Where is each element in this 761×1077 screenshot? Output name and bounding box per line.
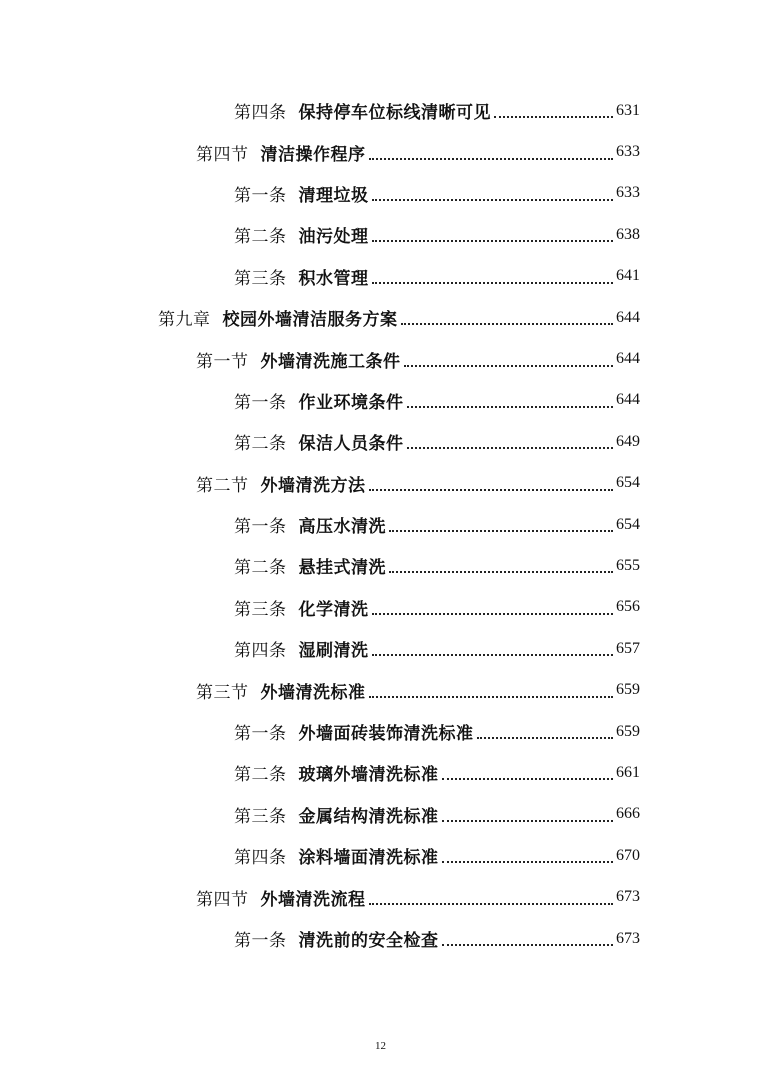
toc-entry-title: 作业环境条件: [298, 392, 404, 413]
toc-entry-number: 第三条: [234, 268, 287, 289]
toc-dot-leader: [494, 115, 613, 118]
toc-entry-title: 涂料墙面清洗标准: [298, 848, 439, 869]
toc-dot-leader: [372, 653, 614, 656]
toc-entry-number: 第四条: [234, 103, 287, 124]
toc-entry-page: 631: [616, 101, 640, 119]
toc-entry-page: 644: [616, 350, 640, 368]
toc-entry-number: 第一条: [234, 185, 287, 206]
toc-entry-page: 670: [616, 846, 640, 864]
toc-entry-title: 清洁操作程序: [260, 144, 366, 165]
toc-entry[interactable]: [0, 421, 761, 462]
toc-entry-title: 化学清洗: [298, 599, 369, 620]
toc-entry[interactable]: [0, 835, 761, 876]
toc-dot-leader: [442, 860, 614, 863]
toc-dot-leader: [369, 695, 614, 698]
toc-entry[interactable]: [0, 628, 761, 669]
toc-entry-number: 第四节: [196, 889, 249, 910]
toc-entry-title: 金属结构清洗标准: [298, 806, 439, 827]
toc-entry-number: 第四条: [234, 848, 287, 869]
toc-dot-leader: [477, 736, 614, 739]
toc-entry-number: 第一条: [234, 517, 287, 538]
toc-entry-page: 633: [616, 184, 640, 202]
page-number: 12: [375, 1040, 386, 1052]
toc-entry-title: 高压水清洗: [298, 517, 386, 538]
toc-entry-title: 悬挂式清洗: [298, 558, 386, 579]
toc-dot-leader: [372, 281, 614, 284]
toc-entry-page: 654: [616, 515, 640, 533]
toc-entry-number: 第二条: [234, 765, 287, 786]
toc-entry-title: 外墙清洗标准: [260, 682, 366, 703]
toc-entry-page: 641: [616, 267, 640, 285]
toc-entry-page: 673: [616, 888, 640, 906]
toc-entry[interactable]: [0, 794, 761, 835]
toc-dot-leader: [372, 239, 614, 242]
toc-entry-number: 第三节: [196, 682, 249, 703]
toc-entry[interactable]: [0, 463, 761, 504]
toc-dot-leader: [369, 157, 614, 160]
toc-entry-page: 673: [616, 929, 640, 947]
toc-entry-title: 清洗前的安全检查: [298, 931, 439, 951]
toc-dot-leader: [401, 322, 614, 325]
toc-entry-title: 保洁人员条件: [298, 434, 404, 455]
toc-dot-leader: [369, 488, 614, 491]
toc-entry-number: 第二节: [196, 475, 249, 496]
toc-entry-number: 第一条: [234, 931, 287, 951]
toc-dot-leader: [372, 612, 614, 615]
toc-entry-number: 第一条: [234, 392, 287, 413]
toc-dot-leader: [407, 446, 614, 449]
toc-entry-title: 湿刷清洗: [298, 641, 369, 662]
toc-entry-title: 玻璃外墙清洗标准: [298, 765, 439, 786]
toc-entry-page: 661: [616, 763, 640, 781]
toc-entry-number: 第三条: [234, 806, 287, 827]
toc-dot-leader: [369, 902, 614, 905]
toc-entry-number: 第二条: [234, 558, 287, 579]
toc-entry-title: 外墙面砖装饰清洗标准: [298, 724, 474, 745]
toc-dot-leader: [389, 529, 613, 532]
toc-dot-leader: [442, 777, 614, 780]
toc-entry-title: 外墙清洗流程: [260, 889, 366, 910]
toc-entry-number: 第四条: [234, 641, 287, 662]
toc-entry[interactable]: [0, 256, 761, 297]
toc-entry-page: 656: [616, 598, 640, 616]
toc-entry[interactable]: [0, 297, 761, 338]
toc-entry[interactable]: [0, 587, 761, 628]
toc-entry-page: 659: [616, 681, 640, 699]
toc-dot-leader: [407, 405, 614, 408]
toc-entry-number: 第四节: [196, 144, 249, 165]
toc-entry[interactable]: [0, 545, 761, 586]
toc-entry-page: 633: [616, 143, 640, 161]
toc-entry-page: 659: [616, 722, 640, 740]
toc-entry-page: 649: [616, 432, 640, 450]
toc-entry[interactable]: [0, 711, 761, 752]
toc-entry[interactable]: [0, 380, 761, 421]
toc-entry-number: 第九章: [158, 310, 211, 331]
toc-entry-title: 外墙清洗方法: [260, 475, 366, 496]
toc-dot-leader: [442, 819, 614, 822]
toc-entry-number: 第一节: [196, 351, 249, 372]
toc-entry[interactable]: [0, 173, 761, 214]
table-of-contents: [0, 90, 761, 959]
toc-entry[interactable]: [0, 876, 761, 917]
toc-entry-page: 666: [616, 805, 640, 823]
toc-entry-number: 第三条: [234, 599, 287, 620]
toc-entry-title: 油污处理: [298, 227, 369, 248]
toc-entry-title: 清理垃圾: [298, 185, 369, 206]
toc-entry-number: 第一条: [234, 724, 287, 745]
toc-entry-title: 外墙清洗施工条件: [260, 351, 401, 372]
toc-entry-page: 638: [616, 225, 640, 243]
toc-dot-leader: [389, 570, 613, 573]
toc-entry[interactable]: [0, 338, 761, 379]
toc-entry[interactable]: [0, 214, 761, 255]
toc-entry[interactable]: [0, 752, 761, 793]
toc-entry-number: 第二条: [234, 227, 287, 248]
toc-entry[interactable]: [0, 669, 761, 710]
toc-dot-leader: [372, 198, 614, 201]
toc-entry-page: 655: [616, 556, 640, 574]
toc-entry-page: 654: [616, 474, 640, 492]
toc-entry-page: 644: [616, 391, 640, 409]
toc-entry-page: 657: [616, 639, 640, 657]
toc-entry-title: 校园外墙清洁服务方案: [222, 310, 398, 331]
toc-entry-title: 保持停车位标线清晰可见: [298, 103, 491, 124]
toc-dot-leader: [404, 364, 614, 367]
toc-entry-number: 第二条: [234, 434, 287, 455]
toc-entry-title: 积水管理: [298, 268, 369, 289]
toc-entry-page: 644: [616, 308, 640, 326]
toc-dot-leader: [442, 943, 614, 946]
toc-entry[interactable]: [0, 131, 761, 172]
toc-entry[interactable]: [0, 918, 761, 959]
toc-entry[interactable]: [0, 504, 761, 545]
toc-entry[interactable]: [0, 90, 761, 131]
